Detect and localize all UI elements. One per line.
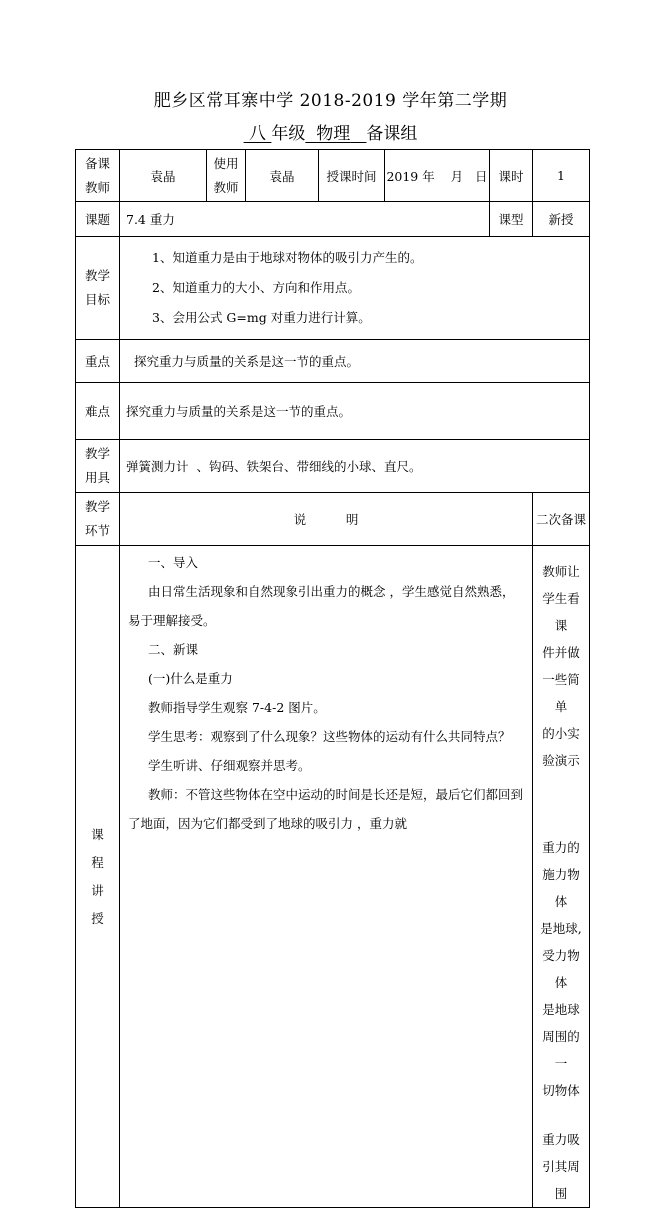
goals-row xyxy=(76,237,590,340)
difficulty-value: 探究重力与质量的关系是这一节的重点。 xyxy=(120,383,590,440)
key-point-label: 重点 xyxy=(76,340,120,383)
use-teacher-value: 袁晶 xyxy=(246,150,319,202)
prep-teacher-label: 备课 教师 xyxy=(76,150,120,202)
tools-label: 教学 用具 xyxy=(76,440,120,493)
group-label: 备课组 xyxy=(366,124,418,144)
topic-row xyxy=(76,202,590,237)
stage-label: 教学 环节 xyxy=(76,493,120,546)
difficulty-row xyxy=(76,383,590,440)
lecture-content xyxy=(120,546,533,1208)
time-value: 2019 年 月 日 xyxy=(385,150,490,202)
lecture-line: (一)什么是重力 xyxy=(148,671,233,686)
second-prep-notes xyxy=(533,546,590,1208)
hours-value: 1 xyxy=(533,150,590,202)
lecture-line: 二、新课 xyxy=(148,642,199,657)
goals-content xyxy=(120,237,590,340)
use-teacher-label: 使用 教师 xyxy=(207,150,246,202)
key-point-row xyxy=(76,340,590,383)
lecture-line: 一、导入 xyxy=(148,555,199,570)
teacher-row xyxy=(76,150,590,202)
grade-suffix: 年级 xyxy=(271,124,306,144)
side-note: 教师让学生看课 件并做一些简单 的小实验演示 xyxy=(542,564,580,768)
topic-value: 7.4 重力 xyxy=(120,202,490,237)
lecture-line: 教师：不管这些物体在空中运动的时间是长还是短，最后它们都回到了地面，因为它们都受到了地球的吸引力 ，重力就 xyxy=(128,787,524,831)
lecture-line: 学生思考：观察到了什么现象？这些物体的运动有什么共同特点？ xyxy=(148,729,511,744)
topic-label: 课题 xyxy=(76,202,120,237)
side-note: 重力的施力物体 是地球,受力物体 是地球周围的一 切物体 xyxy=(540,840,582,1098)
key-point-value: 探究重力与质量的关系是这一节的重点。 xyxy=(120,340,590,383)
hours-label: 课时 xyxy=(490,150,533,202)
lecture-line: 由日常生活现象和自然现象引出重力的概念 ，学生感觉自然熟悉，易于理解接受。 xyxy=(128,584,515,628)
tools-value: 弹簧测力计 、钩码、铁架台、带细线的小球、直尺。 xyxy=(120,440,590,493)
difficulty-label: 难点 xyxy=(76,383,120,440)
stage-row xyxy=(76,493,590,546)
lecture-label: 课 程 讲 授 xyxy=(76,546,120,1208)
lecture-line: 学生听讲、仔细观察并思考。 xyxy=(148,758,311,773)
explain-header: 说 明 xyxy=(120,493,533,546)
document-title: 肥乡区常耳寨中学 2018-2019 学年第二学期 xyxy=(153,91,508,111)
lecture-line: 教师指导学生观察 7-4-2 图片。 xyxy=(148,700,326,715)
goal-item: 3、会用公式 G=mg 对重力进行计算。 xyxy=(152,310,371,325)
type-value: 新授 xyxy=(533,202,590,237)
second-prep-header: 二次备课 xyxy=(533,493,590,546)
lecture-row xyxy=(76,546,590,1208)
goal-item: 2、知道重力的大小、方向和作用点。 xyxy=(152,280,360,295)
time-label: 授课时间 xyxy=(319,150,385,202)
grade-value: 八 xyxy=(248,124,266,144)
document-subtitle xyxy=(0,119,661,144)
tools-row xyxy=(76,440,590,493)
side-note: 重力吸引其周围 xyxy=(542,1132,580,1201)
goal-item: 1、知道重力是由于地球对物体的吸引力产生的。 xyxy=(152,250,423,265)
prep-teacher-value: 袁晶 xyxy=(120,150,207,202)
goals-label: 教学 目标 xyxy=(76,237,120,340)
subject-value: 物理 xyxy=(316,124,351,144)
type-label: 课型 xyxy=(490,202,533,237)
lesson-plan-table xyxy=(75,149,590,1208)
